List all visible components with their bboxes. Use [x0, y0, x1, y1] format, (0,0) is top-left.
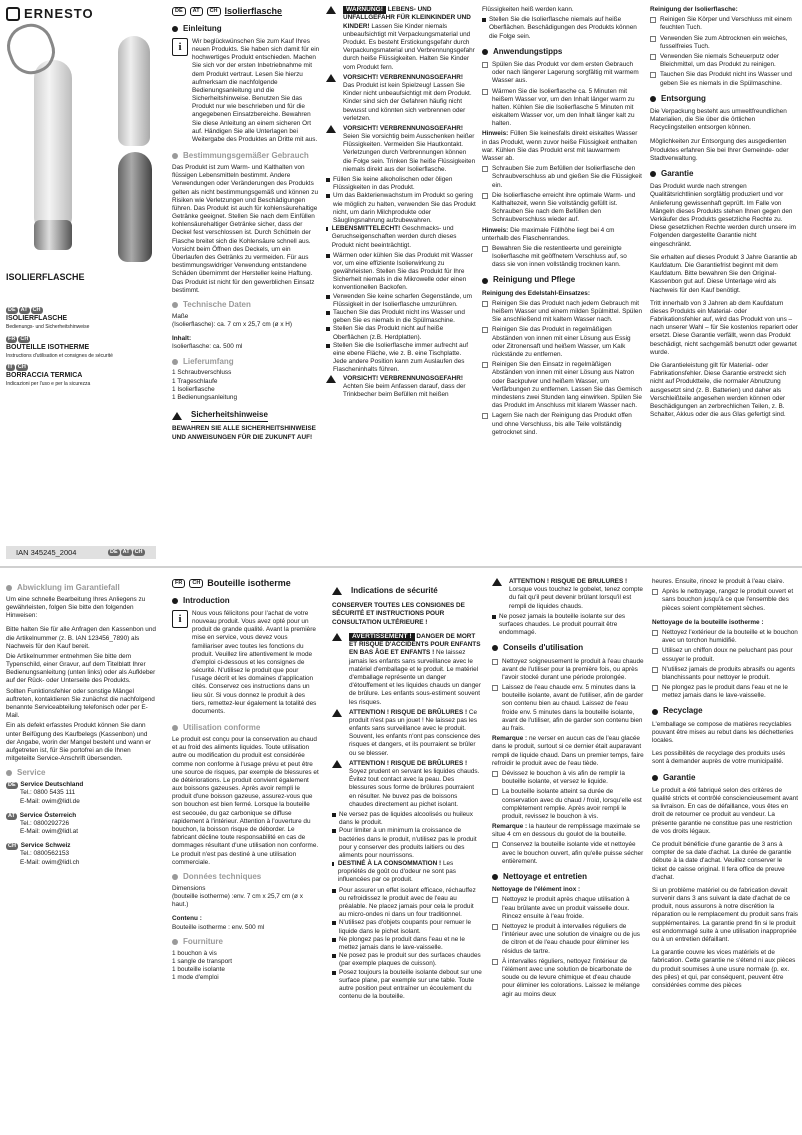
cover-title-de: ISOLIERFLASCHE [6, 272, 85, 282]
list-item: Ne versez pas de liquides alcoolisés ou huileux dans le produit. [332, 811, 482, 827]
de-service-heading: Service [6, 769, 158, 778]
warning-icon [326, 375, 336, 383]
de-inhalt: Isolierflasche: ca. 500 ml [172, 343, 243, 351]
de-tech-heading: Technische Daten [172, 301, 320, 310]
checkbox-icon [652, 648, 658, 654]
warning-icon [172, 412, 182, 420]
fr-col-1 [172, 578, 320, 1126]
fr-indications-heading: Indications de sécurité [332, 586, 482, 596]
de-col-5 [6, 578, 158, 1126]
de-einleitung-heading: Einleitung [172, 24, 320, 34]
list-item: 1 sangle de transport [172, 957, 233, 965]
de-abwicklung-1: Um eine schnelle Bearbeitung Ihres Anliegens zu gewährleisten, folgen Sie bitte den folgenden Hinweisen: [6, 595, 146, 620]
tag-at: AT [122, 549, 130, 555]
fr-garantie-heading: Garantie [652, 773, 798, 783]
fr-nettoyage-heading: Nettoyage et entretien [492, 872, 644, 882]
warning-icon [326, 6, 336, 14]
bottle-image-silver [34, 60, 72, 228]
task-item: Ne plongez pas le produit dans l'eau et ne le mettez jamais dans le lave-vaisselle. [652, 684, 798, 700]
checkbox-icon [652, 667, 658, 673]
fr-introduction-heading: Introduction [172, 596, 320, 606]
fr-donnees-1: Dimensions [172, 884, 206, 892]
tag-it: IT [8, 364, 13, 371]
info-icon: i [172, 610, 188, 628]
checkbox-icon [482, 193, 488, 199]
logo-mark [6, 7, 20, 21]
task-item: Spülen Sie das Produkt vor dem ersten Gebrauch oder nach längerer Lagerung sorgfältig mit warmem Wasser aus. [482, 61, 642, 86]
service-at: AT Service Österreich Tel.: 0800292726 E-Mail: owim@lidl.at [8, 811, 78, 836]
warning-icon [326, 125, 336, 133]
de-abwicklung-heading: Abwicklung im Garantiefall [6, 584, 158, 593]
de-reinigung-heading: Reinigung und Pflege [482, 275, 642, 285]
de-garantie-3: Tritt innerhalb von 3 Jahren ab dem Kaufdatum dieses Produkts ein Material- oder Fabrikationsfehler auf, wird das Produkt von uns – nach unserer Wahl – für Sie kostenlos repariert oder ersetzt. Diese Garantie verfällt, wenn das Produkt beschädigt, nicht sachgemäß benutzt oder gewartet wurde. [650, 299, 798, 356]
fr-introduction-text: Nous vous félicitons pour l'achat de votre nouveau produit. Vous avez opté pour un produit de grande qualité. Avant la première mise en service, vous devez vous familiariser avec toutes les fonctions du produit. Veuillez lire attentivement le mode d'emploi ci-dessous et les consignes de sécurité. N'utilisez le produit que pour l'usage décrit et les domaines d'application cités. Conservez ces instructions dans un lieu sûr. Si vous donnez le produit à des tiers, remettez-leur également la totalité des documents. [192, 609, 317, 715]
service-ch: CH Service Schweiz Tel.: 0800562153 E-Mail: owim@lidl.ch [8, 842, 80, 866]
lang-title-de: ISOLIERFLASCHE [6, 315, 68, 323]
tag-de: DE [8, 307, 16, 313]
de-einleitung [172, 38, 320, 146]
list-item: Posez toujours la bouteille isolante debout sur une surface plane, par exemple sur une table. Toute autre position peut entraîner un écoulement du contenu de la bouteille. [332, 969, 482, 1002]
task-item: Reinigen Sie das Produkt in regelmäßigen Abständen von innen mit einer Lösung aus Essig oder Zitronensaft und heißem Wasser, um Kalk rückstände zu entfernen. [482, 326, 642, 359]
email-ch[interactable]: owim@lidl.ch [41, 858, 80, 866]
checkbox-icon [650, 72, 656, 78]
checkbox-icon [482, 413, 488, 419]
checkbox-icon [482, 89, 488, 95]
tag-ch: CH [17, 364, 26, 371]
list-item: N'utilisez pas d'objets coupants pour remuer le liquide dans le pichet isolant. [332, 919, 482, 935]
checkbox-icon [652, 685, 658, 691]
de-lieferumfang-heading: Lieferumfang [172, 358, 320, 367]
de-abwicklung-5: Ein als defekt erfasstes Produkt können Sie dann unter Beifügung des Kaufbelegs (Kassenbon) und der Angabe, worin der Mangel besteht und wann er aufgetreten ist, für Sie portofrei an die Ihnen mitgeteilte Service-Anschrift übersenden. [6, 722, 151, 763]
fr-introduction [172, 610, 320, 718]
fr-indications-caps: CONSERVER TOUTES LES CONSIGNES DE SÉCURITÉ ET INSTRUCTIONS POUR CONSULTATION ULTÉRIEURE ! [332, 602, 465, 626]
list-item: Pour assurer un effet isolant efficace, réchauffez ou refroidissez le produit avec de l'eau au préalable. Ne placez jamais pour cela le produit au micro-ondes ni dans un four traditionnel. [332, 887, 482, 920]
checkbox-icon [492, 789, 498, 795]
fr-remarque-1: Remarque : ne verser en aucun cas de l'eau glacée dans le produit, surtout si ce dernier était auparavant rempli de liquide chaud. Dans un premier temps, faire refroidir le produit avec de l'eau tiède. [492, 735, 644, 767]
de-inhalt-heading: Inhalt: [172, 335, 192, 343]
de-entsorgung-heading: Entsorgung [650, 94, 798, 104]
bottle-image-grey [118, 152, 152, 262]
fr-garantie-3: Si un problème matériel ou de fabrication devait survenir dans 3 ans suivant la date d'achat de ce produit, nous assurons à notre discrétion la réparation ou le remplacement du produit sans frais supplémentaires. La garantie prend fin si le produit est endommagé suite à une utilisation inappropriée ou à un entretien défaillant. [652, 886, 798, 944]
warning-icon [332, 709, 342, 717]
warning-icon [332, 587, 342, 595]
de-col3-top: Flüssigkeiten heiß werden kann. [482, 6, 574, 13]
fr-nettoyage2-heading: Nettoyage de la bouteille isotherme : [652, 618, 764, 626]
fr-attention-1: ATTENTION ! RISQUE DE BRÛLURES ! Ce produit n'est pas un jouet ! Ne laissez pas les enfants sans surveillance avec le produit. Souvent, les enfants n'ont pas conscience des risques et dangers, et ils pourraient se brûler ou se blesser. [332, 709, 482, 758]
de-abwicklung-4: Sollten Funktionsfehler oder sonstige Mängel auftreten, kontaktieren Sie zunächst die nachfolgend benannte Serviceabteilung telefonisch oder per E-Mail. [6, 687, 155, 720]
list-item: Verwenden Sie keine scharfen Gegenstände, um Flüssigkeit in der Isolierflasche umzurühren. [326, 293, 476, 309]
task-item: Reinigen Sie den Einsatz in regelmäßigen Abständen von innen mit einer Lösung aus Natron oder Backpulver und heißem Wasser, um Verfärbungen zu entfernen. Lassen Sie das Gemisch mindestens zwei Stunden lang einwirken. Spülen Sie das Produkt im Anschluss mit klarem Wasser nach. [482, 361, 642, 410]
fr-col-4 [652, 578, 798, 1126]
de-einleitung-text: Wir beglückwünschen Sie zum Kauf Ihres neuen Produkts. Sie haben sich damit für ein hochwertiges Produkt entschieden. Machen Sie sich vor der ersten Inbetriebnahme mit dem Produkt vertraut. Lesen Sie hierzu aufmerksam die nachfolgende Bedienungsanleitung und die Sicherheitshinweise. Benutzen Sie das Produkt nur wie beschrieben und für die angegebenen Einsatzbereiche. Bewahren Sie diese Anleitung an einem sicheren Ort auf. Händigen Sie alle Unterlagen bei Weitergabe des Produktes an Dritte mit aus. [192, 37, 320, 143]
list-item: 1 bouteille isolante [172, 965, 225, 973]
bottom-spread [0, 568, 802, 1135]
fr-attention-2: ATTENTION ! RISQUE DE BRÛLURES ! Soyez prudent en servant les liquides chauds. Évitez tout contact avec la peau. Des blessures sous forme de brûlures pourraient en résulter. Ne buvez pas de boissons chaudes directement au pichet isolant. [332, 760, 482, 809]
list-item: Ne posez pas le produit sur des surfaces chaudes (par exemple plaques de cuisson). [332, 952, 482, 968]
list-item: Ne posez jamais la bouteille isolante sur des surfaces chaudes. Le produit pourrait être endommagé. [492, 613, 644, 638]
task-item: La bouteille isolante atteint sa durée de conservation avec du chaud / froid, lorsqu'elle est complètement remplie. Après avoir rempli le produit, revissez le bouchon à vis. [492, 788, 644, 821]
fr-recyclage-2: Les possibilités de recyclage des produits usés sont à demander auprès de votre municipalité. [652, 750, 786, 766]
de-hinweis-2: Hinweis: Die maximale Füllhöhe liegt bei 4 cm unterhalb des Flaschenrandes. [482, 226, 615, 242]
checkbox-icon [652, 630, 658, 636]
fr-header: FR CH Bouteille isotherme [172, 578, 320, 590]
tag-at: AT [20, 307, 28, 313]
task-item: Reinigen Sie das Produkt nach jedem Gebrauch mit heißem Wasser und einem milden Spülmittel. Spülen Sie anschließend mit kaltem Wasser nach. [482, 300, 642, 325]
list-item: 1 mode d'emploi [172, 974, 219, 982]
fr-col-3 [492, 578, 644, 1126]
de-tech-2: (Isolierflasche): ca. 7 cm x 25,7 cm (ø x H) [172, 320, 293, 328]
checkbox-icon [482, 246, 488, 252]
de-lieferumfang-list [172, 369, 320, 402]
checkbox-icon [492, 771, 498, 777]
cover-lang-list [6, 306, 158, 388]
task-item: Nettoyez le produit à intervalles réguliers de l'intérieur avec une solution de vinaigre ou de jus de citron et de l'eau chaude pour éliminer les résidus de tartre. [492, 923, 644, 956]
phone-ch[interactable]: 0800562153 [33, 850, 70, 858]
list-item: 1 Schraubverschluss [172, 369, 232, 377]
fr-avertissement: AVERTISSEMENT ! DANGER DE MORT ET RISQUE D'ACCIDENTS POUR ENFANTS EN BAS ÂGE ET ENFANTS ! Ne laissez jamais les enfants sans surveillance avec le matériel d'emballage et le produit. Le matériel d'emballage représente un danger d'étouffement et les liquides chauds un danger de brûlure. Les enfants sous-estiment souvent les risques. [332, 633, 482, 707]
email-de[interactable]: owim@lidl.de [41, 797, 80, 805]
tag-ch: CH [20, 335, 29, 342]
checkbox-icon [482, 327, 488, 333]
task-item: Dévissez le bouchon à vis afin de remplir la bouteille isolante, et versez le liquide. [492, 770, 644, 786]
de-sicherheit-caps: BEWAHREN SIE ALLE SICHERHEITSHINWEISE UND ANWEISUNGEN FÜR DIE ZUKUNFT AUF! [172, 425, 316, 441]
fr-contenu: Bouteille isotherme : env. 500 ml [172, 923, 265, 931]
task-item: Wärmen Sie die Isolierflasche ca. 5 Minuten mit heißem Wasser vor, um den Inhalt länger warm zu halten. Kühlen Sie die Isolierflasche 5 Minuten mit eiskaltem Wasser vor, um den Inhalt länger kalt zu halten. [482, 88, 642, 129]
ian-tags [108, 548, 146, 556]
list-item: Tauchen Sie das Produkt nicht ins Wasser und geben Sie es niemals in die Spülmaschine. [326, 309, 476, 325]
phone-at[interactable]: 0800292726 [33, 819, 70, 827]
checkbox-icon [482, 362, 488, 368]
de-entsorgung-1: Die Verpackung besteht aus umweltfreundlichen Materialien, die Sie über die örtlichen Recyclingstellen entsorgen können. [650, 107, 787, 132]
de-tech-1: Maße [172, 312, 189, 320]
fr-col4-top: heures. Ensuite, rincez le produit à l'eau claire. [652, 578, 785, 585]
task-item: Die Isolierflasche erreicht ihre optimale Warm- und Kalthaltezeit, wenn Sie vollständig gefüllt ist. Schrauben Sie nach dem Befüllen den Schraubverschluss wieder auf. [482, 192, 642, 225]
de-entsorgung-2: Möglichkeiten zur Entsorgung des ausgedienten Produktes erfahren Sie bei Ihrer Gemeinde- oder Stadtverwaltung. [650, 138, 789, 162]
task-item: Tauchen Sie das Produkt nicht ins Wasser und geben Sie es niemals in die Spülmaschine. [650, 71, 798, 87]
fr-recyclage-heading: Recyclage [652, 706, 798, 716]
brand-logo: ERNESTO [6, 6, 94, 23]
list-item: Stellen Sie die Isolierflasche niemals auf heiße Oberflächen. Beschädigungen des Produkts können die Folge sein. [482, 16, 642, 41]
de-abwicklung-3: Die Artikelnummer entnehmen Sie bitte dem Typenschild, einer Gravur, auf dem Titelblatt Ihrer Bedienungsanleitung (unten links) oder als Aufkleber auf der Rück- oder Unterseite des Produkts. [6, 652, 156, 685]
top-spread [0, 0, 802, 567]
tag-ch: CH [32, 307, 41, 313]
de-anwendung-heading: Anwendungstipps [482, 47, 642, 57]
list-item: Ne plongez pas le produit dans l'eau et ne le mettez jamais dans le lave-vaisselle. [332, 936, 482, 952]
list-item: Um das Bakterienwachstum im Produkt so gering wie möglich zu halten, verwenden Sie das Produkt nicht, um darin Milchprodukte oder Säuglingsnahrung aufzubewahren. [326, 192, 476, 225]
warning-icon [492, 578, 502, 586]
fr-utilisation-text: Le produit est conçu pour la conservation au chaud et au froid des aliments liquides. Toute utilisation autre ou modification du produit est considérée comme non conforme à l'usage prévu et peut être une source de risques, par exemple de blessures et de détériorations. Le produit convient également aux boissons gazeuses. Après avoir rempli le produit d'une boisson gazeuse, assurez-vous que son bouchon est bien fermé. Lorsque la bouteille est secouée, du gaz carbonique se diffuse rapidement à l'intérieur. Attention à l'ouverture du bouchon, la boisson risque de déborder. Le fabricant décline toute responsabilité en cas de dommages résultant d'une utilisation non conforme. Le produit n'est pas destiné à une utilisation commerciale. [172, 735, 319, 866]
checkbox-icon [492, 959, 498, 965]
task-item: Utilisez un chiffon doux ne peluchant pas pour essuyer le produit. [652, 647, 798, 663]
list-item: 1 bouchon à vis [172, 949, 217, 957]
bottle-cap [34, 220, 72, 250]
lang-title-it: BORRACCIA TERMICA [6, 372, 83, 380]
de-col-3 [482, 6, 642, 561]
de-header: DE AT CH Isolierflasche [172, 6, 320, 18]
checkbox-icon [652, 589, 658, 595]
fr-fourniture-heading: Fourniture [172, 938, 320, 947]
fr-donnees-heading: Données techniques [172, 873, 320, 882]
de-hinweis-1: Hinweis: Füllen Sie keinesfalls direkt eiskaltes Wasser in das Produkt, wenn zuvor heiße Flüssigkeit enthalten war. Kühlen Sie das Produkt erst mit lauwarmem Wasser ab. [482, 130, 638, 163]
warning-icon [332, 633, 342, 641]
de-garantie-1: Das Produkt wurde nach strengen Qualitätsrichtlinien sorgfältig produziert und vor Anlieferung gewissenhaft geprüft. Im Falle von Mängeln dieses Produkts stehen Ihnen gegen den Verkäufer des Produkts gesetzliche Rechte zu. Diese gesetzlichen Rechte werden durch unsere im Folgenden dargestellte Garantie nicht eingeschränkt. [650, 183, 796, 248]
list-item: 1 Bedienungsanleitung [172, 393, 238, 401]
list-item: 1 Isolierflasche [172, 385, 215, 393]
warning-icon [332, 760, 342, 768]
task-item: Verwenden Sie zum Abtrocknen ein weiches, fusselfreies Tuch. [650, 35, 798, 51]
fr-recyclage-1: L'emballage se compose de matières recyclables pouvant être mises au rebut dans les déchetteries locales. [652, 720, 794, 745]
de-garantie-heading: Garantie [650, 169, 798, 179]
checkbox-icon [482, 62, 488, 68]
service-de: DE Service Deutschland Tel.: 0800 5435 111 E-Mail: owim@lidl.de [8, 781, 84, 805]
fr-garantie-1: Le produit a été fabriqué selon des critères de qualité stricts et contrôlé consciencieusement avant sa livraison. En cas de défaillance, vous êtes en droit de retourner ce produit au vendeur. La présente garantie ne constitue pas une restriction de vos droits légaux. [652, 786, 798, 835]
fr-conseils-heading: Conseils d'utilisation [492, 643, 644, 653]
list-item: 1 Trageschlaufe [172, 377, 218, 385]
de-col-4 [650, 6, 798, 561]
task-item: Nettoyez soigneusement le produit à l'eau chaude avant de l'utiliser pour la première fois, ou après l'avoir stocké durant une période prolongée. [492, 658, 644, 683]
tag-fr: FR [8, 335, 16, 342]
fr-garantie-4: La garantie couvre les vices matériels et de fabrication. Cette garantie ne s'étend ni aux pièces du produit soumises à une usure normale (p. ex. des piles) et qui, par conséquent, peuvent être considérées comme des pièces [652, 949, 796, 989]
checkbox-icon [482, 166, 488, 172]
lang-title-fr: BOUTEILLE ISOTHERME [6, 343, 90, 351]
fr-utilisation-heading: Utilisation conforme [172, 724, 320, 733]
checkbox-icon [492, 659, 498, 665]
task-item: Lagern Sie nach der Reinigung das Produkt offen und ohne Verschluss, bis alle Teile vollständig getrocknet sind. [482, 412, 642, 437]
checkbox-icon [492, 924, 498, 930]
de-lebensmittel: LEBENSMITTELECHT! Geschmacks- und Geruchseigenschaften werden durch dieses Produkt nicht beeinträchtigt. [326, 225, 476, 250]
de-reinigung-sub: Reinigung des Edelstahl-Einsatzes: [482, 289, 590, 297]
tag-de: DE [110, 549, 118, 555]
fr-nettoyage-sub: Nettoyage de l'élément inox : [492, 886, 581, 894]
task-item: Reinigen Sie Körper und Verschluss mit einem feuchten Tuch. [650, 16, 798, 32]
checkbox-icon [482, 301, 488, 307]
ian-number: IAN 345245_2004 [16, 547, 77, 557]
list-item: Pour limiter à un minimum la croissance de bactéries dans le produit, n'utilisez pas le produit pour y conserver des produits laitiers ou des aliments pour nourrissons. [332, 827, 482, 860]
de-sicherheit-heading: Sicherheitshinweise [172, 410, 320, 422]
de-vorsicht-3: VORSICHT! VERBRENNUNGSGEFAHR! Achten Sie beim Anfassen darauf, dass der Trinkbecher beim Befüllen mit heißen [326, 375, 476, 400]
de-vorsicht-1: VORSICHT! VERBRENNUNGSGEFAHR! Das Produkt ist kein Spielzeug! Lassen Sie Kinder nicht unbeaufsichtigt mit dem Produkt. Kinder sind sich der Gefahren häufig nicht bewusst und könnten sich verbrennen oder verletzen. [326, 74, 476, 123]
fr-garantie-2: Ce produit bénéficie d'une garantie de 3 ans à compter de sa date d'achat. La durée de garantie débute à la date d'achat. Veuillez conserver le ticket de caisse original. Il fera office de preuve d'achat. [652, 840, 792, 881]
fr-remarque-2: Remarque : la hauteur de remplissage maximale se situe 4 cm en dessous du goulot de la bouteille. [492, 823, 641, 839]
phone-de[interactable]: 0800 5435 111 [33, 789, 76, 797]
task-item: Schrauben Sie zum Befüllen der Isolierflasche den Schraubverschluss ab und gießen Sie die Flüssigkeit ein. [482, 165, 642, 190]
lang-sub-fr: Instructions d'utilisation et consignes de sécurité [6, 352, 113, 359]
cover [0, 0, 162, 567]
de-garantie-4: Die Garantieleistung gilt für Material- oder Fabrikationsfehler. Diese Garantie erstreckt sich nicht auf Produktteile, die normaler Abnutzung ausgesetzt sind (z. B. Batterien) und daher als Verschleißteile angesehen werden können oder Beschädigungen an zerbrechlichen Teilen, z. B. Schalter, Akkus oder die aus Glas gefertigt sind. [650, 362, 787, 419]
task-item: À intervalles réguliers, nettoyez l'intérieur de l'élément avec une solution de bicarbonate de soude ou de levure chimique et d'eau chaude pour éliminer les colorations. Laissez le mélange agir au moins deux [492, 958, 644, 999]
checkbox-icon [492, 842, 498, 848]
task-item: Nettoyez l'extérieur de la bouteille et le bouchon avec un torchon humidifié. [652, 629, 798, 645]
de-reinigung2-heading: Reinigung der Isolierflasche: [650, 6, 738, 13]
task-item: Verwenden Sie niemals Scheuerputz oder Bleichmittel, um das Produkt zu reinigen. [650, 53, 798, 69]
fr-attention-3: ATTENTION ! RISQUE DE BRÛLURES ! Lorsque vous touchez le gobelet, tenez compte du fait qu'il peut devenir brûlant lorsqu'il est rempli de liquides chauds. [492, 578, 644, 611]
de-warnung: WARNUNG! LEBENS- UND UNFALLGEFAHR FÜR KLEINKINDER UND KINDER! Lassen Sie Kinder niemals unbeaufsichtigt mit Verpackungsmaterial und Produkt. Es besteht Erstickungsgefahr durch Verpackungsmaterial und Verbrennungsgefahr durch heiße Flüssigkeiten. Halten Sie Kinder vom Produkt fern. [326, 6, 476, 72]
fr-destine: DESTINÉ À LA CONSOMMATION ! Les propriétés de goût ou d'odeur ne sont pas influencées par ce produit. [332, 860, 482, 885]
task-item: Après le nettoyage, rangez le produit ouvert et sans bouchon jusqu'à ce que l'ensemble des pièces soient complètement sèches. [652, 588, 798, 613]
de-vorsicht-2: VORSICHT! VERBRENNUNGSGEFAHR! Seien Sie vorsichtig beim Ausschenken heißer Flüssigkeiten. Vermeiden Sie Hautkontakt. Verletzungen durch Verbrennungen können die Folge sein. Trinken Sie heiße Flüssigkeiten niemals direkt aus der Isolierflasche. [326, 125, 476, 174]
de-col-1 [172, 6, 320, 561]
checkbox-icon [492, 685, 498, 691]
de-bestimmung-heading: Bestimmungsgemäßer Gebrauch [172, 152, 320, 161]
checkbox-icon [492, 897, 498, 903]
fr-donnees-2: (bouteille isotherme) :env. 7 cm x 25,7 cm (ø x haut.) [172, 892, 303, 909]
tag-ch: CH [134, 549, 143, 555]
warning-icon [326, 74, 336, 82]
list-item: Füllen Sie keine alkoholischen oder öligen Flüssigkeiten in das Produkt. [326, 176, 476, 192]
lang-sub-it: Indicazioni per l'uso e per la sicurezza [6, 381, 91, 388]
task-item: N'utilisez jamais de produits abrasifs ou agents blanchissants pour nettoyer le produit. [652, 666, 798, 682]
list-item: Stellen Sie das Produkt nicht auf heiße Oberflächen (z.B. Herdplatten). [326, 325, 476, 341]
task-item: Conservez la bouteille isolante vide et nettoyée avec le bouchon ouvert, afin qu'elle puisse sécher entièrement. [492, 841, 644, 866]
fr-col-2 [332, 578, 482, 1126]
list-item: Wärmen oder kühlen Sie das Produkt mit Wasser vor, um eine effiziente Isolierwirkung zu gewährleisten. Stellen Sie das Produkt für Ihre Sicherheit niemals in die Mikrowelle oder einen konventionellen Backofen. [326, 252, 476, 293]
lang-sub-de: Bedienungs- und Sicherheitshinweise [6, 324, 90, 331]
task-item: Nettoyez le produit après chaque utilisation à l'eau brûlante avec un produit vaisselle doux. Rincez ensuite à l'eau froide. [492, 896, 644, 921]
de-abwicklung-2: Bitte halten Sie für alle Anfragen den Kassenbon und die Artikelnummer (z. B. IAN 123456_7890) als Nachweis für den Kauf bereit. [6, 626, 156, 650]
de-bestimmung-text: Das Produkt ist zum Warm- und Kalthalten von flüssigen Lebensmitteln bestimmt. Andere Verwendungen oder Veränderungen des Produkts gelten als nicht bestimmungsgemäß und können zu Risiken wie Verletzungen und Beschädigungen führen. Das Produkt ist auch für kohlensäurehaltige Getränke geeignet. Stellen Sie nach dem Einfüllen kohlensäurehaltiger Getränke sicher, dass der Deckel fest verschlossen ist. Durch Schütteln der Flasche breitet sich die Kohlensäure schnell aus. Vorsicht beim Öffnen des Deckels, um ein Überlaufen des Getränks zu vermeiden. Für aus bestimmungswidriger Verwendung entstandene Schäden übernimmt der Hersteller keine Haftung. Das Produkt ist nicht für den gewerblichen Einsatz bestimmt. [172, 163, 319, 294]
task-item: Bewahren Sie die restentleerte und gereinigte Isolierflasche mit geöffnetem Verschluss auf, so dass sie von innen vollständig trocknen kann. [482, 245, 642, 270]
list-item: Stellen Sie die Isolierflasche immer aufrecht auf eine ebene Fläche, wie z. B. eine Tischplatte. Jede andere Position kann zum Auslaufen des Flascheninhalts führen. [326, 342, 476, 375]
fr-contenu-heading: Contenu : [172, 915, 202, 923]
de-garantie-2: Sie erhalten auf dieses Produkt 3 Jahre Garantie ab Kaufdatum. Die Garantiefrist beginnt mit dem Kaufdatum. Bitte bewahren Sie den Original-Kassenbon gut auf. Diese Unterlage wird als Nachweis für den Kauf benötigt. [650, 253, 798, 294]
bottle-image-silver-2 [118, 36, 150, 146]
checkbox-icon [650, 17, 656, 23]
checkbox-icon [650, 36, 656, 42]
task-item: Laissez de l'eau chaude env. 5 minutes dans la bouteille isolante, avant de l'utiliser, afin de garder son contenu bien au chaud. Laissez de l'eau froide env. 5 minutes dans la bouteille isolante, avant de l'utiliser, afin de garder son contenu bien au frais. [492, 684, 644, 733]
info-icon: i [172, 38, 188, 56]
checkbox-icon [650, 54, 656, 60]
email-at[interactable]: owim@lidl.at [41, 828, 78, 836]
de-col-2 [326, 6, 476, 561]
